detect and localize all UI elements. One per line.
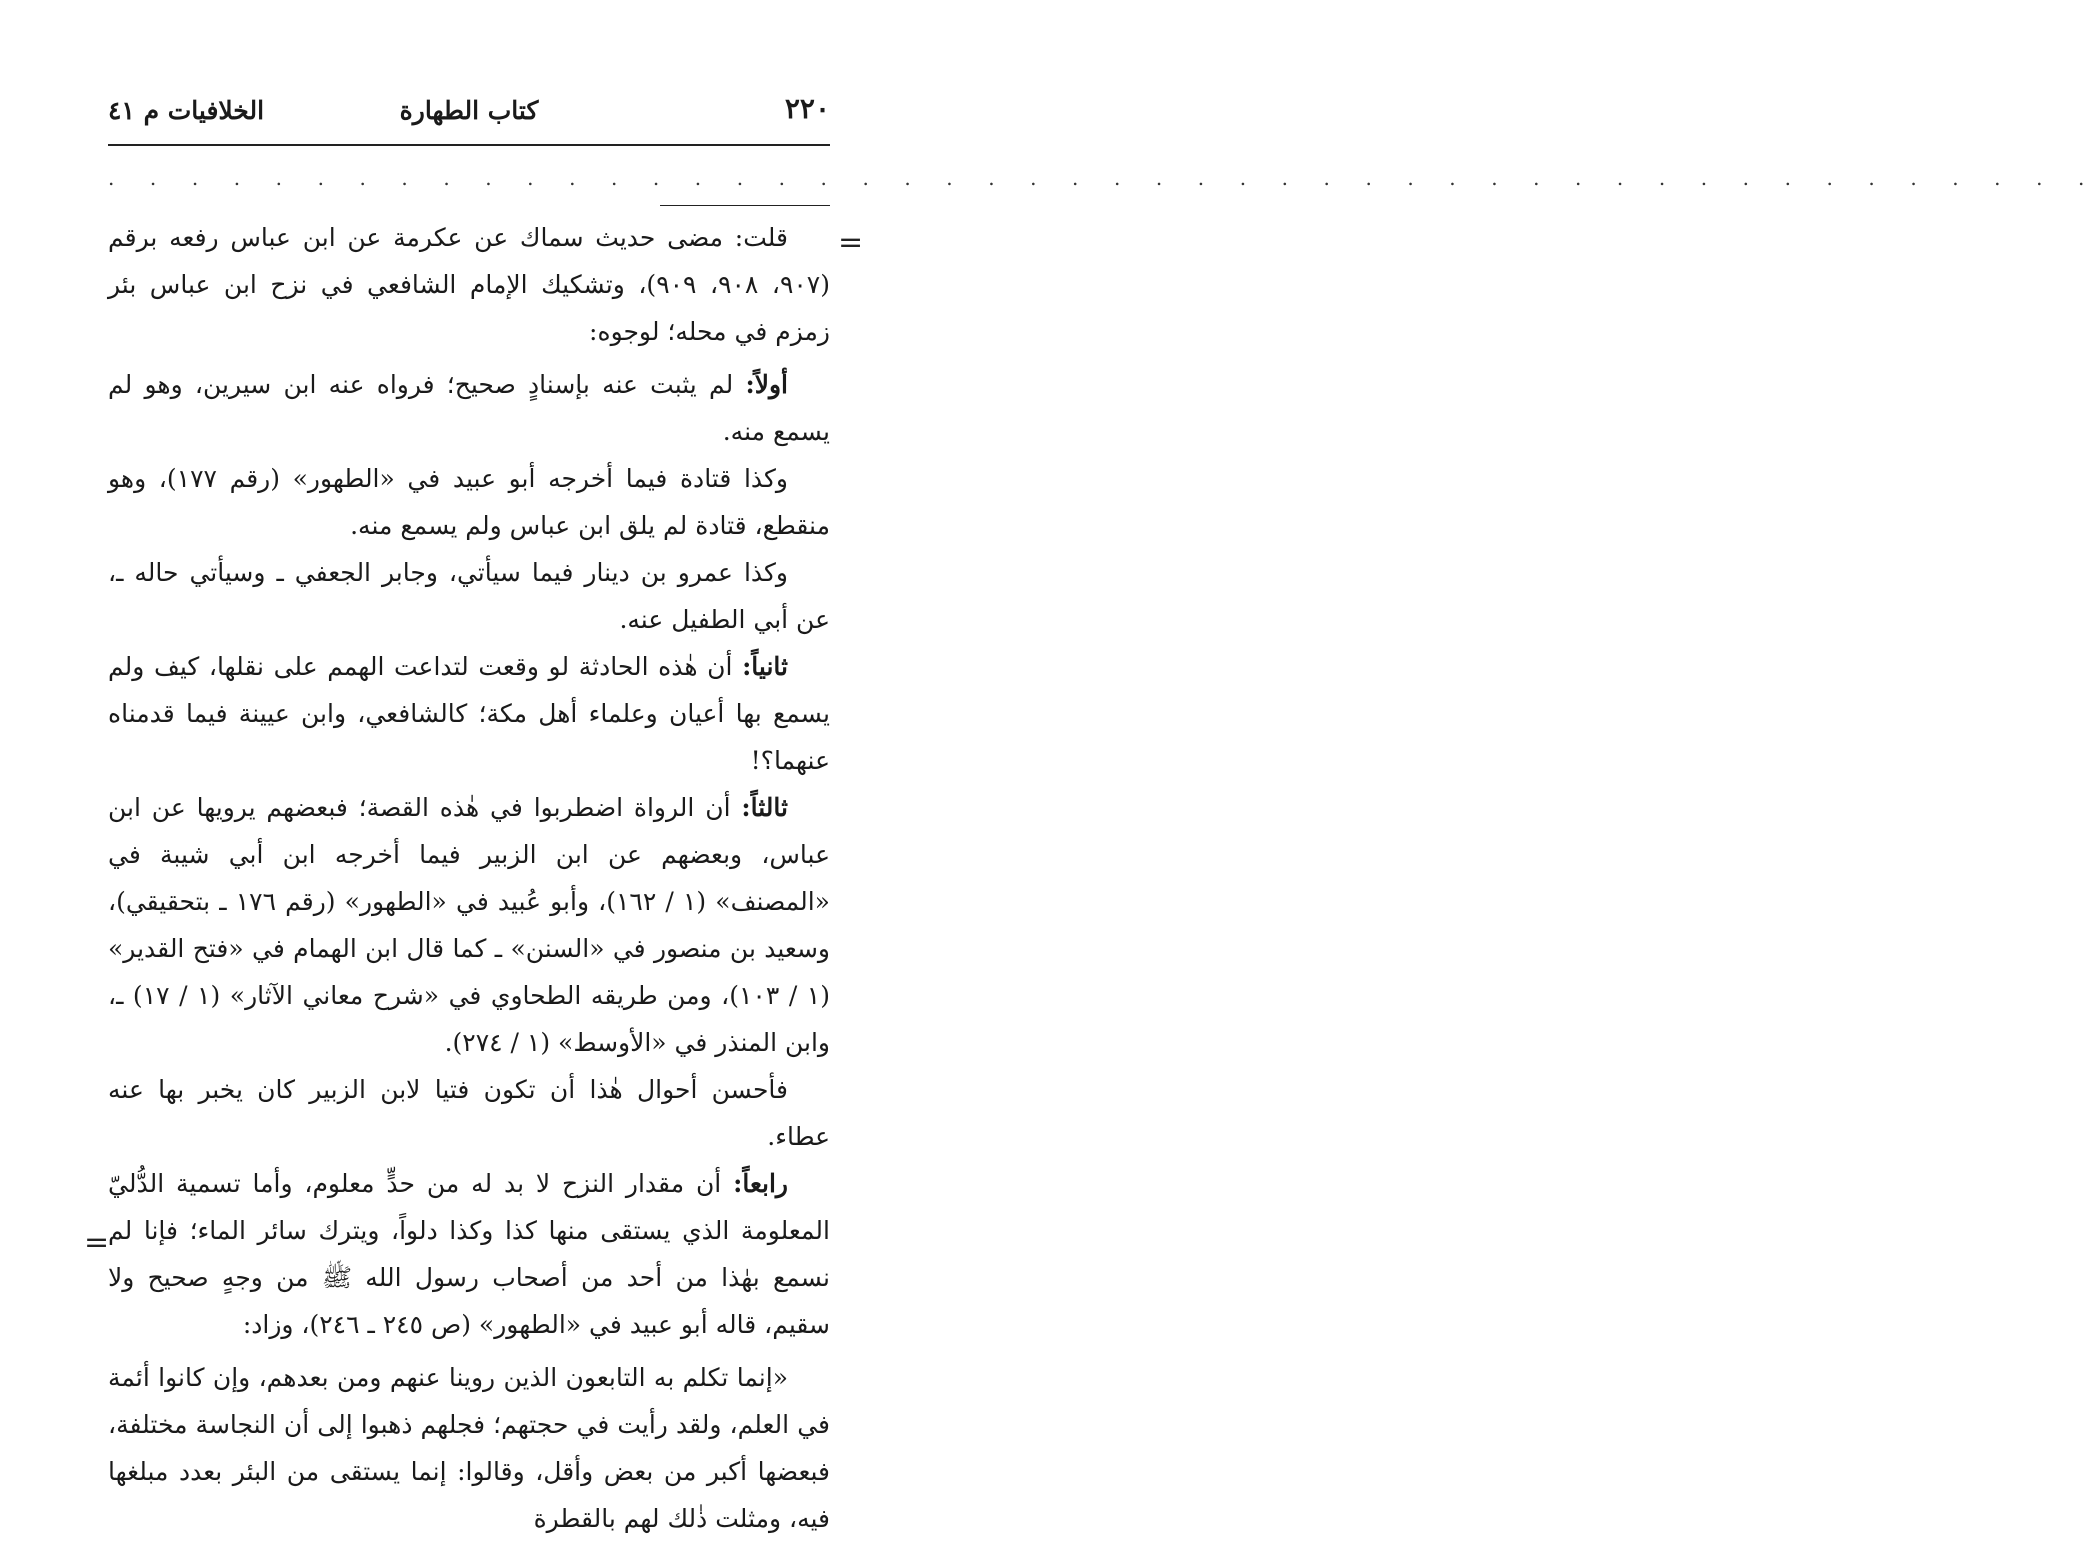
paragraph <box>108 1354 830 1542</box>
paragraph-text: أن مقدار النزح لا بد له من حدٍّ معلوم، وأما تسمية الدُّليّ المعلومة الذي يستقى منها كذا وكذا دلواً، ويترك سائر الماء؛ فإنا لم نسمع بهٰذا من أحد من أصحاب رسول الله ﷺ من وجهٍ صحيح ولا سقيم، قاله أبو عبيد في «الطهور» (ص ٢٤٥ ـ ٢٤٦)، وزاد: <box>108 1169 830 1339</box>
footnote-divider <box>660 205 830 206</box>
continuation-mark-bottom: = <box>84 1225 110 1260</box>
paragraph <box>108 455 830 549</box>
paragraph-text: فأحسن أحوال هٰذا أن تكون فتيا لابن الزبير كان يخبر بها عنه عطاء. <box>108 1075 830 1151</box>
dotted-separator: . . . . . . . . . . . . . . . . . . . . . . . . . . . . . . . . . . . . . . . . . . . . . . . . <box>108 166 2099 190</box>
paragraph-text: قلت: مضى حديث سماك عن عكرمة عن ابن عباس رفعه برقم (٩٠٧، ٩٠٨، ٩٠٩)، وتشكيك الإمام الشافعي في نزح ابن عباس بئر زمزم في محله؛ لوجوه: <box>108 223 830 346</box>
paragraph-lead: رابعاً: <box>733 1169 788 1198</box>
paragraph <box>108 214 830 355</box>
paragraph-lead: ثالثاً: <box>741 793 788 822</box>
page-number: ٢٢٠ <box>784 92 830 125</box>
paragraph-text: وكذا قتادة فيما أخرجه أبو عبيد في «الطهور» (رقم ١٧٧)، وهو منقطع، قتادة لم يلق ابن عباس ولم يسمع منه. <box>108 464 830 540</box>
footnote-body <box>108 214 830 1542</box>
paragraph-lead: ثانياً: <box>742 652 788 681</box>
paragraph-text: أن الرواة اضطربوا في هٰذه القصة؛ فبعضهم يرويها عن ابن عباس، وبعضهم عن ابن الزبير فيما أخرجه ابن أبي شيبة في «المصنف» (١ / ١٦٢)، وأبو عُبيد في «الطهور» (رقم ١٧٦ ـ بتحقيقي)، وسعيد بن منصور في «السنن» ـ كما قال ابن الهمام في «فتح القدير» (١ / ١٠٣)، ومن طريقه الطحاوي في «شرح معاني الآثار» (١ / ١٧) ـ، وابن المنذر في «الأوسط» (١ / ٢٧٤). <box>108 793 830 1057</box>
paragraph-text: لم يثبت عنه بإسنادٍ صحيح؛ فرواه عنه ابن سيرين، وهو لم يسمع منه. <box>108 370 830 446</box>
section-label: الخلافيات م ٤١ <box>108 96 265 125</box>
paragraph <box>108 1066 830 1160</box>
paragraph-text: وكذا عمرو بن دينار فيما سيأتي، وجابر الجعفي ـ وسيأتي حاله ـ، عن أبي الطفيل عنه. <box>108 558 830 634</box>
paragraph-lead: أولاً: <box>745 370 788 399</box>
continuation-mark-top: = <box>838 225 864 260</box>
paragraph <box>108 643 830 784</box>
paragraph-text: أن هٰذه الحادثة لو وقعت لتداعت الهمم على نقلها، كيف ولم يسمع بها أعيان وعلماء أهل مكة؛ كالشافعي، وابن عيينة فيما قدمناه عنهما؟! <box>108 652 830 775</box>
header-divider <box>108 144 830 146</box>
paragraph <box>108 784 830 1066</box>
book-title: كتاب الطهارة <box>399 96 539 125</box>
page-header <box>108 88 830 136</box>
paragraph <box>108 1160 830 1348</box>
paragraph <box>108 361 830 455</box>
paragraph-text: «إنما تكلم به التابعون الذين روينا عنهم ومن بعدهم، وإن كانوا أئمة في العلم، ولقد رأيت في حجتهم؛ فجلهم ذهبوا إلى أن النجاسة مختلفة، فبعضها أكبر من بعض وأقل، وقالوا: إنما يستقى من البئر بعدد مبلغها فيه، ومثلت ذٰلك لهم بالقطرة <box>108 1363 830 1533</box>
paragraph <box>108 549 830 643</box>
